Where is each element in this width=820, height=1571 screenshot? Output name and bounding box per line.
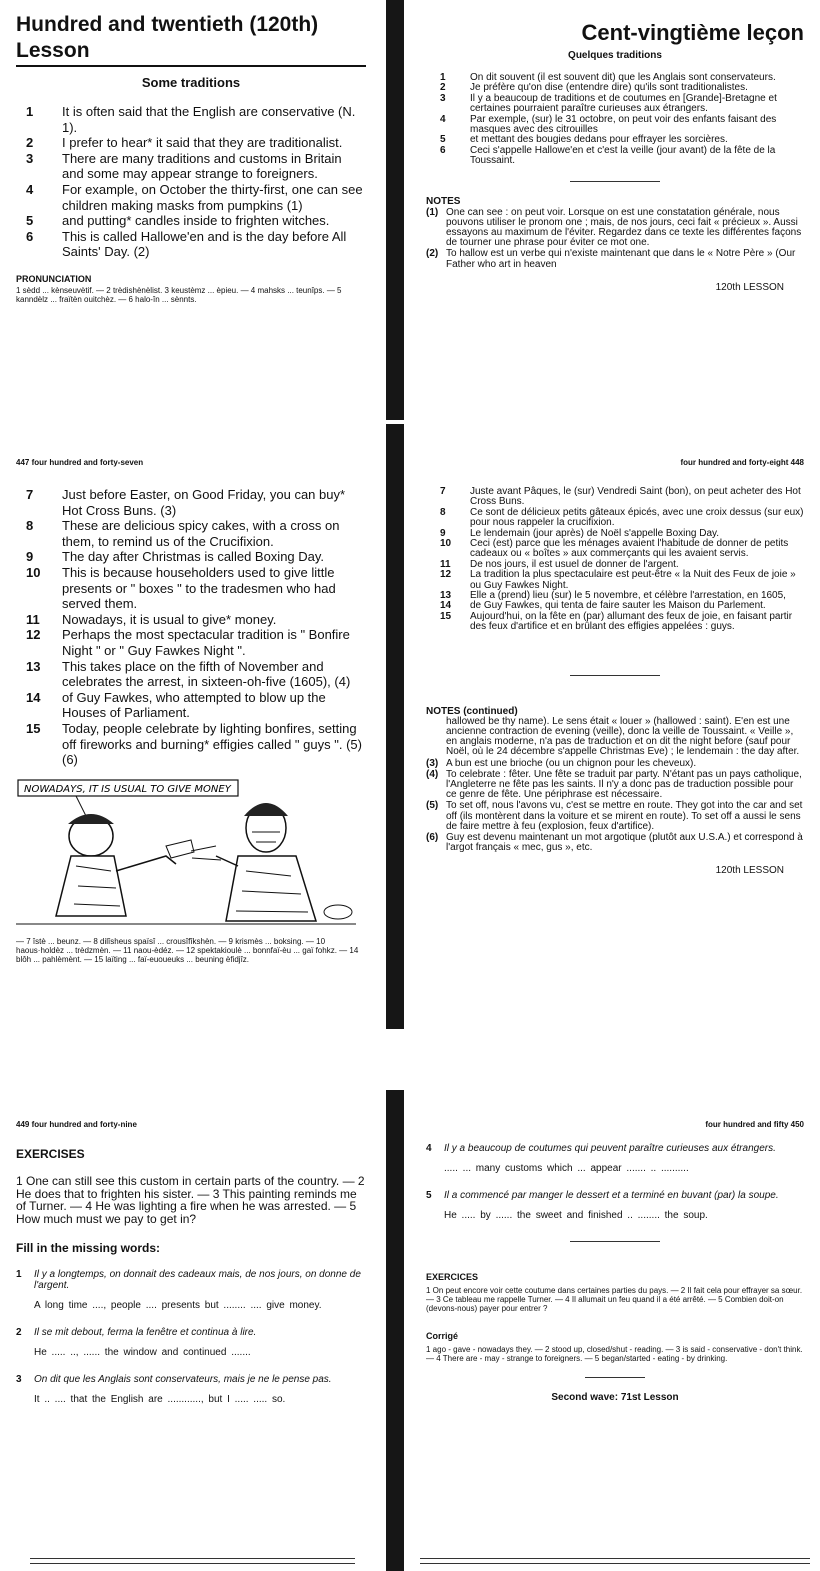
notes-list <box>426 208 804 270</box>
item-number: 10 <box>26 564 41 580</box>
fill-questions <box>16 1269 366 1407</box>
sentence-list-fr <box>426 487 804 633</box>
item-text: Elle a (prend) lieu (sur) le 5 novembre, et célèbre l'arrestation, en 1605, <box>470 590 786 602</box>
item-number: 7 <box>26 487 34 502</box>
sentence-item <box>16 229 366 260</box>
question-number: 1 <box>16 1269 22 1281</box>
item-text: These are delicious spicy cakes, with a cross on them, to remind us of the Crucifixion. <box>62 518 340 549</box>
item-number: 13 <box>440 590 452 602</box>
question-text: On dit que les Anglais sont conservateurs, mais je ne le pense pas. <box>34 1374 332 1386</box>
fill-questions <box>426 1143 804 1223</box>
item-text: Aujourd'hui, on la fête en (par) allumant des feux de joie, en faisant partir des feux d'artifice et en brûlant des effigies appelées : guys. <box>470 610 793 633</box>
blank-answer-line: ..... ... many customs which ... appear ....... .. .......... <box>444 1163 689 1174</box>
sentence-item <box>16 213 366 229</box>
item-text: To set off, nous l'avons vu, c'est se mettre en route. They got into the car and set off (ils montèrent dans la voiture et se mirent en route). To set off a aussi le sens de faire mettre à feu (explosion, feux d'artifice). <box>446 800 803 832</box>
divider <box>585 1377 645 1378</box>
note-item <box>426 208 804 249</box>
sentence-item <box>16 135 366 151</box>
sentence-item <box>426 487 804 508</box>
question-text: Il y a longtemps, on donnait des cadeaux mais, de nos jours, on donne de l'argent. <box>34 1269 361 1292</box>
sentence-item <box>426 94 804 115</box>
exercises-text-fr: 1 On peut encore voir cette coutume dans certaines parties du pays. — 2 Il fait cela pour effrayer sa sœur. — 3 Ce tableau me rappelle Turner. — 4 Il allumait un feu quand il a été arrêté. — 5 Combien doit-on (devons-nous) payer pour entrer ? <box>426 1286 803 1313</box>
sentence-item <box>16 627 366 658</box>
binding-gutter <box>386 1090 404 1571</box>
item-text: I prefer to hear* it said that they are traditionalist. <box>62 135 343 151</box>
item-number: 14 <box>440 600 452 612</box>
item-number: 11 <box>26 611 40 627</box>
exercises-heading: EXERCISES <box>16 1147 85 1161</box>
bottom-rule <box>30 1558 355 1564</box>
item-number: 7 <box>440 486 446 497</box>
page-header: 447 four hundred and forty-seven <box>16 458 144 467</box>
question-prompt <box>426 1143 804 1154</box>
sentence-item <box>16 487 366 518</box>
item-number: 12 <box>26 627 41 643</box>
sentence-item <box>16 565 366 612</box>
second-wave-note: Second wave: 71st Lesson <box>551 1392 679 1403</box>
divider <box>570 675 660 676</box>
notes-heading: NOTES (continued) <box>426 705 518 717</box>
note-item <box>426 249 804 269</box>
sentence-item <box>426 570 804 591</box>
question-text: Il a commencé par manger le dessert et a terminé en buvant (par) la soupe. <box>444 1190 779 1201</box>
sentence-item <box>426 508 804 529</box>
sentence-item <box>16 612 366 628</box>
blank-answer-line: He ..... .., ...... the window and continued ....... <box>34 1347 251 1359</box>
page-447 <box>0 428 380 1028</box>
item-text: Il y a beaucoup de traditions et de coutumes en [Grande]-Bretagne et certaines pourraient paraître curieuses aux étrangers. <box>470 92 777 115</box>
item-number: 13 <box>26 658 41 674</box>
notes-heading: NOTES <box>426 195 461 207</box>
answer-key-text: 1 ago - gave - nowadays they. — 2 stood up, closed/shut - reading. — 3 is said - conservative - don't think. — 4 There are - may - strange to foreigners. — 5 began/started - eating - by drinking. <box>426 1345 803 1363</box>
binding-gutter <box>386 424 404 1029</box>
item-number: 6 <box>440 144 446 156</box>
note-item <box>426 801 804 832</box>
item-text: Today, people celebrate by lighting bonfires, setting off fireworks and burning* effigies called " guys ". (5) (6) <box>62 720 362 768</box>
page-footer: 120th LESSON <box>715 865 784 877</box>
note-item <box>426 759 804 769</box>
item-number: 6 <box>26 228 34 244</box>
cartoon-illustration <box>16 776 356 926</box>
item-number: 4 <box>26 181 34 197</box>
pronunciation-text: — 7 îstè ... beunz. — 8 dilîsheus spaïsî ... crousîfîkshèn. — 9 krismès ... boksing. — 10 haous·holdèz ... trèdzmèn. — 11 naou-èdéz. — 12 spektakioulè ... bonnfaï-èu ... gaï fohkz. — 14 blôh ... pahlèmènt. — 15 laïting ... faï-euoueuks ... beuning èfidjîz. <box>16 936 359 964</box>
sentence-item <box>426 146 804 167</box>
item-text: et mettant des bougies dedans pour effrayer les sorcières. <box>470 134 728 146</box>
page-header: four hundred and forty-eight 448 <box>680 458 804 467</box>
fill-heading: Fill in the missing words: <box>16 1241 161 1256</box>
lesson-title: Hundred and twentieth (120th) Lesson <box>16 12 366 67</box>
item-number: 3 <box>26 150 34 166</box>
sentence-item <box>16 549 366 565</box>
pronunciation-text: 1 sèdd ... kènseuvètif. — 2 trèdishènèlist. 3 keustèmz ... èpieu. — 4 mahsks ... teunîps. — 5 kanndèlz ... fraïtèn ouitchèz. — 6 halo-în ... sènnts. <box>16 285 342 304</box>
item-text: of Guy Fawkes, who attempted to blow up the Houses of Parliament. <box>62 689 326 721</box>
item-text: To celebrate : fêter. Une fête se traduit par party. N'étant pas un pays catholique, l'Angleterre ne fête pas les saints. Il n'y a donc pas de traduction possible pour ce genre de fête. Une périphrase est nécessaire. <box>446 768 802 801</box>
item-number: 5 <box>26 213 34 229</box>
page-449 <box>0 1094 380 1571</box>
blank-answer-line: A long time ...., people .... presents but ........ .... give money. <box>34 1300 322 1312</box>
item-number: (1) <box>426 206 439 218</box>
page-450 <box>410 1094 820 1571</box>
lesson-subtitle-fr: Quelques traditions <box>568 50 662 61</box>
page-448 <box>410 428 820 1028</box>
item-text: La tradition la plus spectaculaire est peut-être « la Nuit des Feux de joie » ou Guy Fawkes Night. <box>470 569 796 591</box>
question-number: 5 <box>426 1190 432 1201</box>
sentence-item <box>16 151 366 182</box>
question-prompt <box>16 1327 366 1338</box>
notes-list <box>426 759 804 854</box>
item-number: 3 <box>440 92 446 104</box>
item-text: Le lendemain (jour après) de Noël s'appelle Boxing Day. <box>470 527 720 539</box>
item-number: 5 <box>440 134 446 146</box>
item-number: (5) <box>426 800 439 812</box>
item-text: On dit souvent (il est souvent dit) que les Anglais sont conservateurs. <box>470 72 776 83</box>
item-text: Ceci s'appelle Hallowe'en et c'est la veille (jour avant) de la fête de la Toussaint. <box>470 144 776 167</box>
pronunciation-heading: PRONUNCIATION <box>16 273 92 284</box>
item-text: One can see : on peut voir. Lorsque on est une constatation générale, nous pouvons utiliser le pronom one ; mais, de nos jours, ceci fait « précieux ». Aussi essayons au maximum de l'éviter. Regardez dans ce texte les différentes façons de tourner une phrase pour éviter ce mot one. <box>446 206 802 249</box>
sentence-list-fr <box>426 73 804 167</box>
item-text: For example, on October the thirty-first, one can see children making masks from pumpkins (1) <box>62 181 363 213</box>
item-number: (3) <box>426 757 439 769</box>
exercises-heading-fr: EXERCICES <box>426 1272 479 1282</box>
question-number: 3 <box>16 1374 22 1386</box>
sentence-list <box>16 104 366 260</box>
item-text: Ceci (est) parce que les ménages avaient l'habitude de donner de petits cadeaux ou « boîtes » aux commerçants qui les avaient servis. <box>470 538 789 560</box>
blank-answer-line: He ..... by ...... the sweet and finished .. ........ the soup. <box>444 1210 708 1221</box>
page-lesson-english <box>0 0 380 420</box>
sentence-item <box>16 182 366 213</box>
sentence-item <box>16 518 366 549</box>
item-text: Ce sont de délicieux petits gâteaux épicés, avec une croix dessus (sur eux) pour nous rappeler la crucifixion. <box>470 506 804 529</box>
item-text: It is often said that the English are conservative (N. 1). <box>62 104 356 135</box>
binding-gutter <box>386 0 404 420</box>
item-number: 4 <box>440 113 446 125</box>
sentence-item <box>16 104 366 135</box>
page-lesson-french <box>410 0 820 420</box>
item-text: De nos jours, il est usuel de donner de l'argent. <box>470 558 679 570</box>
item-number: 15 <box>440 610 452 622</box>
sentence-item <box>16 690 366 721</box>
cartoon-caption: NOWADAYS, IT IS USUAL TO GIVE MONEY <box>24 783 231 795</box>
divider <box>570 181 660 182</box>
item-number: 12 <box>440 569 452 581</box>
page-footer: 120th LESSON <box>715 281 784 293</box>
exercises-text: 1 One can still see this custom in certain parts of the country. — 2 He does that to frighten his sister. — 3 This painting reminds me of Turner. — 4 He was lighting a fire when he was arrested. — 5 How much must we pay to get in? <box>16 1174 365 1226</box>
question-text: Il se mit debout, ferma la fenêtre et continua à lire. <box>34 1327 257 1339</box>
sentence-item <box>16 721 366 768</box>
item-text: This is called Hallowe'en and is the day before All Saints' Day. (2) <box>62 228 347 260</box>
item-number: 2 <box>440 82 446 94</box>
item-text: Guy est devenu maintenant un mot argotique (plutôt aux U.S.A.) et correspond à l'argot français « mec, gus », etc. <box>446 831 803 854</box>
item-text: The day after Christmas is called Boxing Day. <box>62 549 325 565</box>
lesson-title-fr: Cent-vingtième leçon <box>581 20 804 45</box>
item-number: 9 <box>440 527 446 539</box>
note-item <box>426 770 804 801</box>
item-text: To hallow est un verbe qui n'existe maintenant que dans le « Notre Père » (Our Father who art in heaven <box>446 248 796 270</box>
item-number: (2) <box>426 248 439 260</box>
sentence-item <box>16 659 366 690</box>
item-number: 1 <box>440 72 446 83</box>
item-number: 15 <box>26 720 41 736</box>
bottom-rule <box>420 1558 810 1564</box>
blank-answer-line: It .. .... that the English are ............, but I ..... ..... so. <box>34 1394 286 1406</box>
item-text: This is because householders used to give little presents or " boxes " to the tradesmen who had served them. <box>62 564 336 612</box>
divider <box>570 1241 660 1242</box>
item-text: Par exemple, (sur) le 31 octobre, on peut voir des enfants faisant des masques avec des citrouilles <box>470 113 777 136</box>
item-number: 2 <box>26 135 34 151</box>
item-text: This takes place on the fifth of November and celebrates the arrest, in sixteen-oh-five (1605), (4) <box>62 658 351 690</box>
sentence-list <box>16 487 366 768</box>
item-text: Just before Easter, on Good Friday, you can buy* Hot Cross Buns. (3) <box>62 487 346 518</box>
question-number: 2 <box>16 1327 22 1339</box>
page-header: 449 four hundred and forty-nine <box>16 1120 137 1129</box>
item-number: (4) <box>426 768 439 780</box>
note-item <box>426 833 804 853</box>
sentence-item <box>426 539 804 560</box>
question-prompt <box>426 1190 804 1201</box>
lesson-subtitle: Some traditions <box>141 75 241 90</box>
item-text: Perhaps the most spectacular tradition is " Bonfire Night " or " Guy Fawkes Night ". <box>62 627 350 658</box>
page-header: four hundred and fifty 450 <box>705 1120 804 1129</box>
item-text: A bun est une brioche (ou un chignon pour les cheveux). <box>446 757 697 769</box>
item-text: Nowadays, it is usual to give* money. <box>62 611 277 627</box>
item-number: 14 <box>26 689 41 705</box>
item-text: de Guy Fawkes, qui tenta de faire sauter les Maison du Parlement. <box>470 600 766 612</box>
item-number: 9 <box>26 549 34 565</box>
question-prompt <box>16 1374 366 1385</box>
item-number: (6) <box>426 831 439 843</box>
item-text: Je préfère qu'on dise (entendre dire) qu'ils sont traditionalistes. <box>470 82 748 94</box>
answer-key-heading: Corrigé <box>426 1331 459 1341</box>
question-number: 4 <box>426 1143 432 1154</box>
item-number: 1 <box>26 104 34 119</box>
item-number: 8 <box>440 506 446 518</box>
item-number: 11 <box>440 558 451 570</box>
item-number: 10 <box>440 538 452 550</box>
question-text: Il y a beaucoup de coutumes qui peuvent paraître curieuses aux étrangers. <box>444 1143 776 1154</box>
item-text: There are many traditions and customs in Britain and some may appear strange to foreigners. <box>62 150 342 182</box>
sentence-item <box>426 612 804 633</box>
sentence-item <box>426 115 804 136</box>
notes-continuation: hallowed be thy name). Le sens était « louer » (hallowed : saint). E'en est une ancienne contraction de evening (veille), donc la veille de Toussaint. « Veille », en anglais moderne, n'a pas de traduction et on dit the night before (sauf pour Noël, où le 24 décembre s'appelle Christmas Eve) ; le lendemain : the day after. <box>446 715 800 758</box>
item-text: and putting* candles inside to frighten witches. <box>62 213 330 229</box>
item-text: Juste avant Pâques, le (sur) Vendredi Saint (bon), on peut acheter des Hot Cross Buns. <box>470 486 801 508</box>
question-prompt <box>16 1269 366 1291</box>
item-number: 8 <box>26 518 34 534</box>
